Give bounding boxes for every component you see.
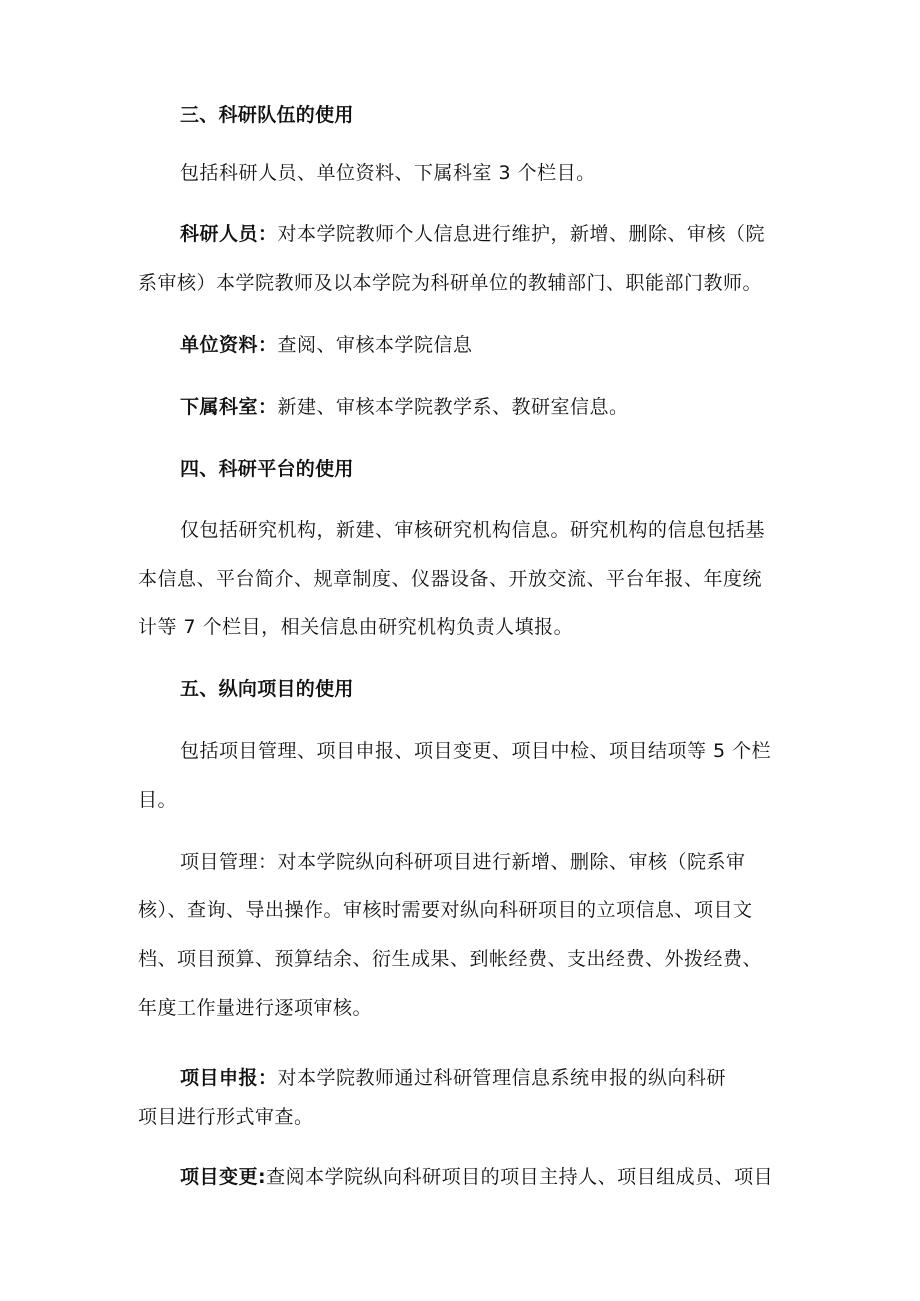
research-staff-text-line1: 对本学院教师个人信息进行维护，新增、删除、审核（院 xyxy=(277,223,766,245)
section-4-para-line3: 计等 7 个栏目，相关信息由研究机构负责人填报。 xyxy=(138,616,574,638)
project-apply-paragraph xyxy=(180,1065,726,1091)
project-management-line2: 核）、查询、导出操作。审核时需要对纵向科研项目的立项信息、项目文 xyxy=(138,899,753,921)
section-4-para-line1: 仅包括研究机构，新建、审核研究机构信息。研究机构的信息包括基 xyxy=(180,519,766,541)
section-3-intro: 包括科研人员、单位资料、下属科室 3 个栏目。 xyxy=(180,162,596,184)
project-apply-text-line2: 项目进行形式审查。 xyxy=(138,1106,314,1128)
unit-info-paragraph xyxy=(180,332,473,358)
project-management-line1: 项目管理：对本学院纵向科研项目进行新增、删除、审核（院系审 xyxy=(180,851,746,873)
sub-office-label: 下属科室： xyxy=(180,396,278,418)
project-change-text-line1: 查阅本学院纵向科研项目的项目主持人、项目组成员、项目 xyxy=(266,1166,774,1188)
sub-office-paragraph xyxy=(180,394,629,420)
project-change-label: 项目变更: xyxy=(180,1166,267,1188)
unit-info-text: 查阅、审核本学院信息 xyxy=(277,334,473,356)
project-apply-label: 项目申报： xyxy=(180,1067,278,1089)
section-4-heading: 四、科研平台的使用 xyxy=(180,458,354,480)
section-5-intro-line2: 目。 xyxy=(138,789,178,811)
sub-office-text: 新建、审核本学院教学系、教研室信息。 xyxy=(277,396,629,418)
project-change-paragraph xyxy=(180,1164,773,1190)
section-3-heading: 三、科研队伍的使用 xyxy=(180,104,354,126)
project-management-line3: 档、项目预算、预算结余、衍生成果、到帐经费、支出经费、外拨经费、 xyxy=(138,948,763,970)
section-5-intro-line1: 包括项目管理、项目申报、项目变更、项目中检、项目结项等 5 个栏 xyxy=(180,740,772,762)
unit-info-label: 单位资料： xyxy=(180,334,278,356)
project-apply-text-line1: 对本学院教师通过科研管理信息系统申报的纵向科研 xyxy=(277,1067,727,1089)
project-management-line4: 年度工作量进行逐项审核。 xyxy=(138,997,373,1019)
research-staff-paragraph xyxy=(180,221,765,247)
section-4-para-line2: 本信息、平台简介、规章制度、仪器设备、开放交流、平台年报、年度统 xyxy=(138,568,763,590)
research-staff-label: 科研人员： xyxy=(180,223,278,245)
research-staff-text-line2: 系审核）本学院教师及以本学院为科研单位的教辅部门、职能部门教师。 xyxy=(138,272,763,294)
section-5-heading: 五、纵向项目的使用 xyxy=(180,678,354,700)
